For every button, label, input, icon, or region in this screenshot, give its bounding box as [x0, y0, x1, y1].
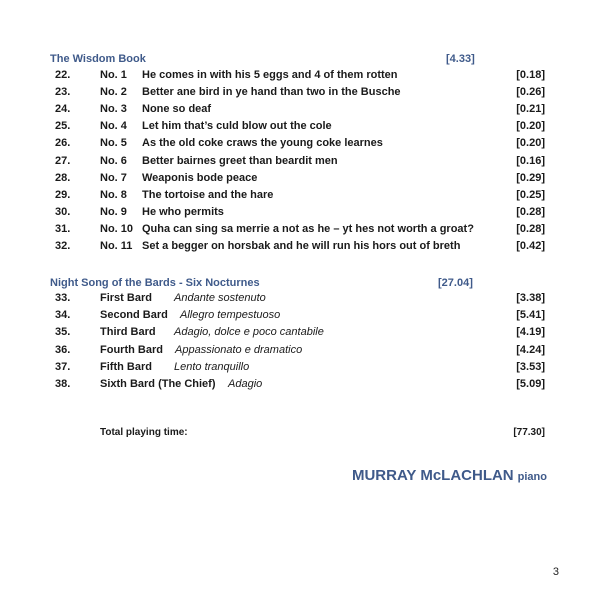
track-title: Better bairnes greet than beardit men — [142, 154, 338, 167]
track-duration: [3.53] — [516, 360, 545, 373]
track-movement-number: No. 3 — [100, 103, 127, 116]
track-duration: [5.41] — [516, 309, 545, 322]
track-title: Fourth Bard — [100, 343, 163, 356]
track-movement-number: No. 10 — [100, 222, 134, 235]
total-time-value: [77.30] — [513, 427, 545, 438]
track-number: 23. — [55, 86, 71, 99]
track-duration: [0.20] — [516, 120, 545, 133]
track-row — [0, 189, 599, 206]
track-row — [0, 326, 599, 343]
track-title: Second Bard — [100, 309, 168, 322]
track-tempo: Adagio, dolce e poco cantabile — [174, 326, 324, 339]
track-number: 27. — [55, 154, 71, 167]
track-number: 31. — [55, 222, 71, 235]
performer-name: MURRAY McLACHLAN — [351, 467, 514, 484]
track-duration: [4.24] — [516, 343, 545, 356]
track-number: 26. — [55, 137, 71, 150]
track-title: He who permits — [142, 205, 224, 218]
track-row — [0, 378, 599, 395]
track-row — [0, 120, 599, 137]
track-number: 35. — [55, 326, 71, 339]
track-title: The tortoise and the hare — [142, 188, 274, 201]
track-title: Weaponis bode peace — [142, 171, 258, 184]
track-number: 29. — [55, 188, 71, 201]
track-number: 34. — [55, 309, 71, 322]
track-title: Let him that’s culd blow out the cole — [142, 120, 332, 133]
night-song-heading: Night Song of the Bards - Six Nocturnes — [50, 277, 260, 289]
performer-instrument: piano — [517, 471, 547, 483]
track-tempo: Allegro tempestuoso — [180, 309, 281, 322]
track-duration: [4.19] — [516, 326, 545, 339]
track-title: None so deaf — [142, 103, 212, 116]
track-movement-number: No. 1 — [100, 69, 127, 81]
track-tempo: Andante sostenuto — [174, 292, 266, 304]
track-duration: [5.09] — [516, 378, 545, 390]
track-title: Sixth Bard (The Chief) — [100, 378, 216, 390]
track-duration: [0.16] — [516, 154, 545, 167]
track-duration: [0.28] — [516, 205, 545, 218]
track-title: Fifth Bard — [100, 360, 152, 373]
performer-credit — [352, 467, 547, 485]
wisdom-book-heading: The Wisdom Book — [50, 53, 146, 65]
total-time-label: Total playing time: — [100, 427, 188, 438]
track-movement-number: No. 5 — [100, 137, 127, 150]
track-number: 37. — [55, 360, 71, 373]
track-number: 25. — [55, 120, 71, 133]
track-movement-number: No. 2 — [100, 86, 127, 99]
track-row — [0, 103, 599, 120]
track-movement-number: No. 9 — [100, 205, 127, 218]
track-number: 24. — [55, 103, 71, 116]
track-duration: [3.38] — [516, 292, 545, 304]
track-duration: [0.20] — [516, 137, 545, 150]
track-title: Set a begger on horsbak and he will run his hors out of breth — [142, 240, 461, 252]
track-number: 32. — [55, 240, 71, 252]
track-number: 30. — [55, 205, 71, 218]
track-number: 22. — [55, 69, 71, 81]
track-row — [0, 137, 599, 154]
track-row — [0, 206, 599, 223]
track-row — [0, 155, 599, 172]
track-duration: [0.29] — [516, 171, 545, 184]
track-title: As the old coke craws the young coke learnes — [142, 137, 383, 150]
track-movement-number: No. 8 — [100, 188, 127, 201]
track-tempo: Lento tranquillo — [174, 360, 250, 373]
night-song-duration: [27.04] — [438, 277, 473, 289]
track-duration: [0.26] — [516, 86, 545, 99]
track-duration: [0.18] — [516, 69, 545, 81]
track-row — [0, 69, 599, 86]
track-row — [0, 172, 599, 189]
track-title: Third Bard — [100, 326, 156, 339]
track-row — [0, 86, 599, 103]
track-movement-number: No. 4 — [100, 120, 127, 133]
wisdom-book-duration: [4.33] — [446, 53, 475, 65]
track-row — [0, 361, 599, 378]
track-movement-number: No. 7 — [100, 171, 127, 184]
track-title: He comes in with his 5 eggs and 4 of them rotten — [142, 69, 398, 81]
track-number: 38. — [55, 378, 71, 390]
track-movement-number: No. 6 — [100, 154, 127, 167]
track-row — [0, 223, 599, 240]
track-row — [0, 309, 599, 326]
track-row — [0, 292, 599, 309]
track-duration: [0.25] — [516, 188, 545, 201]
track-tempo: Adagio — [228, 378, 263, 390]
track-tempo: Appassionato e dramatico — [175, 343, 303, 356]
track-number: 28. — [55, 171, 71, 184]
track-number: 36. — [55, 343, 71, 356]
track-duration: [0.42] — [516, 240, 545, 252]
track-title: Quha can sing sa merrie a not as he – yt hes not worth a groat? — [142, 222, 474, 235]
track-row — [0, 240, 599, 257]
page-number: 3 — [552, 566, 559, 578]
track-duration: [0.21] — [516, 103, 545, 116]
track-movement-number: No. 11 — [100, 240, 133, 252]
track-number: 33. — [55, 292, 71, 304]
track-title: First Bard — [100, 292, 152, 304]
track-row — [0, 344, 599, 361]
track-title: Better ane bird in ye hand than two in the Busche — [142, 86, 401, 99]
track-duration: [0.28] — [516, 222, 545, 235]
